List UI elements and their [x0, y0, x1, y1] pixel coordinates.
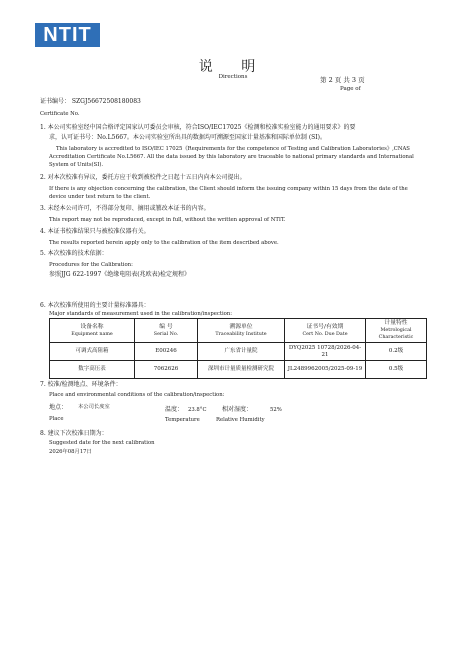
page-number-en: Page of — [340, 86, 361, 92]
page-title-en: Directions — [218, 74, 248, 80]
item7-cn: 7. 校准/检测地点、环境条件： — [40, 381, 122, 388]
temperature-en: Temperature — [165, 417, 200, 423]
table-cell: 数字高压表 — [50, 361, 135, 379]
table-header-row — [50, 319, 427, 343]
item3-en: This report may not be reproduced, except in full, without the written approval of NTIT. — [49, 217, 286, 223]
place-en: Place — [49, 416, 64, 422]
humidity-en: Relative Humidity — [216, 417, 265, 423]
item1-en-line2: Accreditation Certificate No.L5667. All the data issued by this laboratory are traceable to national primary standards and International — [49, 154, 414, 160]
temperature-label: 温度： — [165, 406, 184, 413]
table-cell: E00246 — [135, 343, 198, 361]
header-cell: 计量特性 Metrological Characteristic — [366, 319, 427, 343]
header-cell: 编 号 Serial No. — [135, 319, 198, 343]
next-calibration-date: 2026年08月17日 — [49, 449, 92, 455]
item4-en: The results reported herein apply only to the calibration of the item described above. — [49, 240, 279, 246]
table-cell: 7062626 — [135, 361, 198, 379]
item1-en-line1: This laboratory is accredited to ISO/IEC 17025《Requirements for the competence of Testing and Calibration Laboratories》,CNAS — [56, 146, 410, 152]
item7-en: Place and environmental conditions of the calibration/inspection: — [49, 392, 225, 398]
table-cell: 广东省计量院 — [198, 343, 285, 361]
header-cell: 证书号/有效期 Cert No. Due Date — [285, 319, 366, 343]
temperature-value: 23.8°C — [188, 407, 207, 413]
certificate-number: 证书编号： SZGJ56672508180083 — [40, 98, 141, 105]
table-cell: 深圳市计量质量检测研究院 — [198, 361, 285, 379]
item5-cn: 5. 本次校准的技术依据： — [40, 250, 108, 257]
item3-cn: 3. 未经本公司许可，不得部分复印、摘用或篡改本证书的内容。 — [40, 205, 210, 212]
item2-en-line1: If there is any objection concerning the calibration, the Client should inform the issuing company within 15 days from the date of the — [49, 186, 408, 192]
item5-en: Procedures for the Calibration: — [49, 262, 133, 268]
humidity-value: 52% — [270, 407, 282, 413]
certificate-number-en: Certificate No. — [40, 111, 80, 117]
item8-cn: 8. 建议下次校准日期为： — [40, 430, 108, 437]
item4-cn: 4. 本证书校准结果只与被校准仪器有关。 — [40, 228, 150, 235]
item2-en-line2: device under test return to the client. — [49, 194, 151, 200]
table-cell: 0.5级 — [366, 361, 427, 379]
table-row — [50, 361, 427, 379]
item1-cn-line2: 求，认可证书号：No.L5667。本公司实验室所出具的数据均可溯源至国家计量基准和国际单位制 (SI)。 — [49, 134, 326, 141]
place-value: 本公司长度室 — [78, 404, 110, 410]
item2-cn: 2. 对本次校准有异议，委托方应于收到被校件之日起十五日内向本公司提出。 — [40, 174, 246, 181]
humidity-label: 相对湿度： — [222, 406, 253, 413]
table-cell: 0.2级 — [366, 343, 427, 361]
item1-en-line3: System of Units(SI). — [49, 162, 104, 168]
table-cell: 可调式高阻箱 — [50, 343, 135, 361]
table-cell: DYQ2025 10728/2026-04-21 — [285, 343, 366, 361]
page-number: 第 2 页 共 3 页 — [320, 76, 365, 84]
place-label: 地点： — [49, 404, 68, 411]
standards-table — [49, 318, 427, 379]
item6-en: Major standards of measurement used in the calibration/inspection: — [49, 311, 233, 317]
header-cell: 设备名称 Equipment name — [50, 319, 135, 343]
page-title: 说 明 — [198, 59, 268, 75]
ntit-logo: NTIT — [35, 23, 100, 47]
table-cell: JL2489962005/2025-09-19 — [285, 361, 366, 379]
item1-cn-line1: 1. 本公司实验室经中国合格评定国家认可委员会审核，符合ISO/IEC17025《检测和校准实验室能力的通用要求》的要 — [40, 124, 356, 131]
table-row — [50, 343, 427, 361]
item5-procedure: 参照JJG 622-1997《绝缘电阻表(兆欧表)检定规程》 — [49, 271, 190, 278]
item6-cn: 6. 本次校准所使用的主要计量标准器具： — [40, 302, 150, 309]
header-cell: 溯源单位 Traceability Institute — [198, 319, 285, 343]
item8-en: Suggested date for the next calibration — [49, 440, 155, 446]
